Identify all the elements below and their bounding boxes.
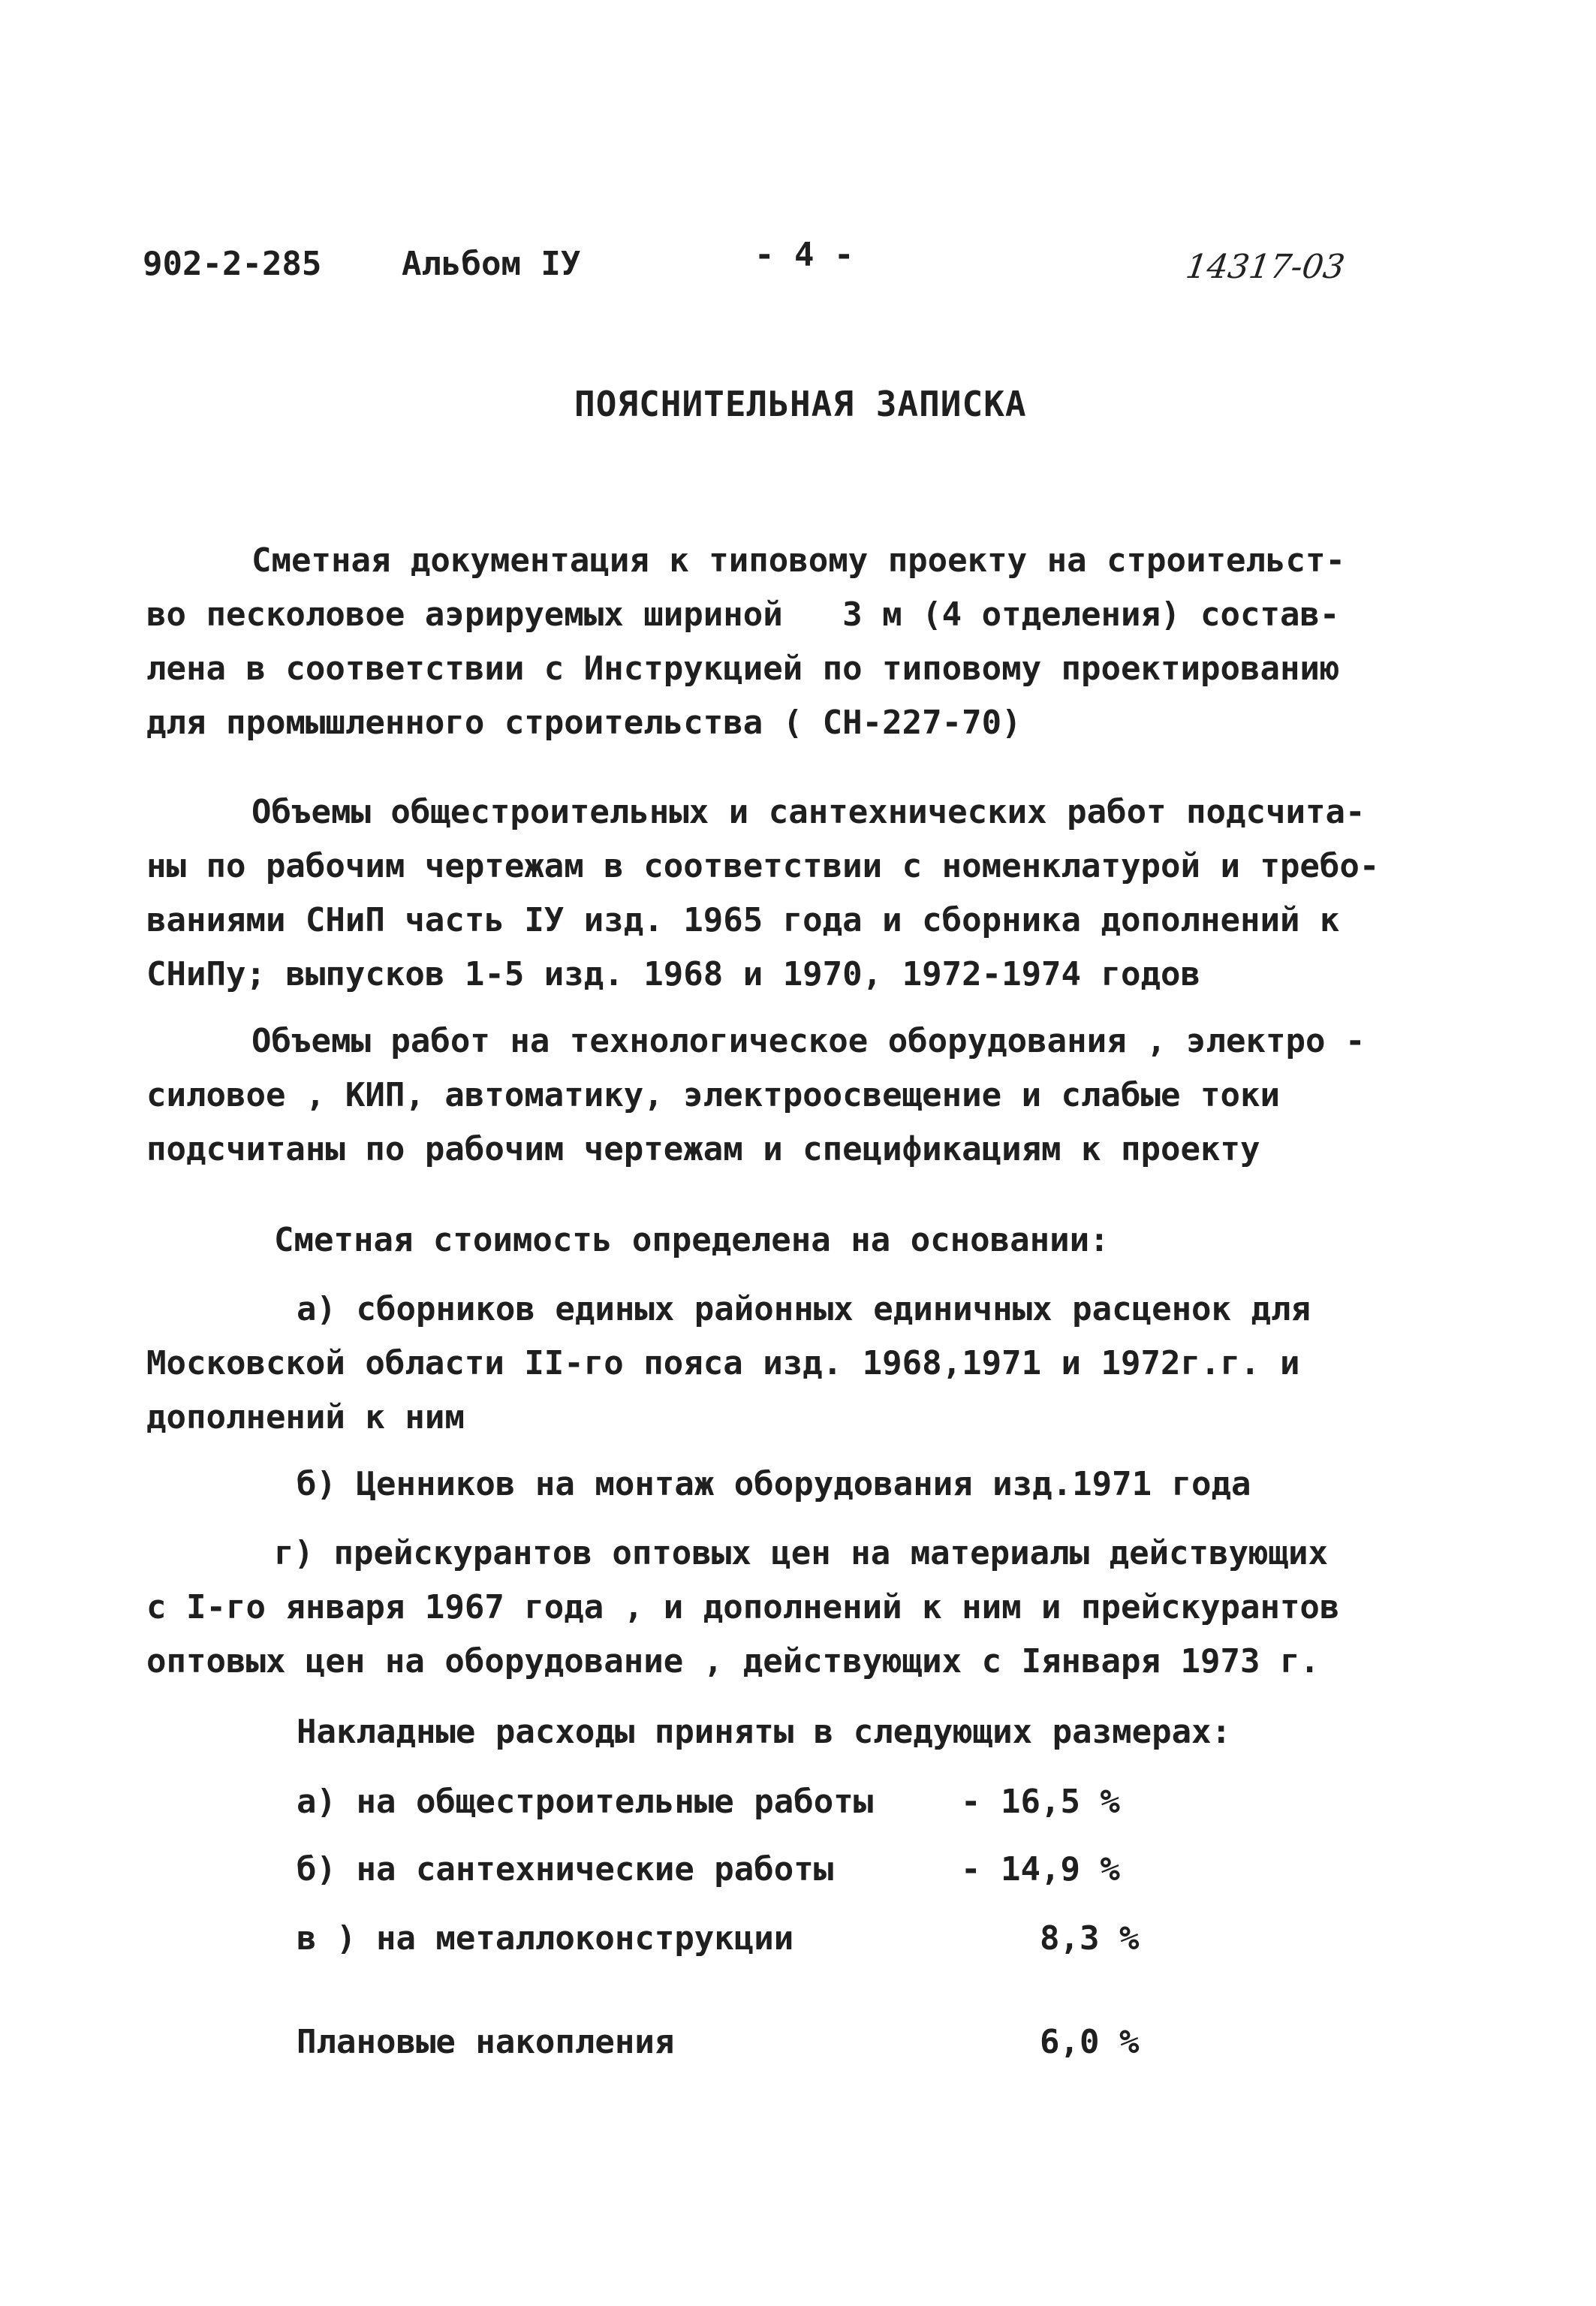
paragraph-3-line-1: Объемы работ на технологическое оборудования , электро - [251,1022,1366,1060]
header-album: Альбом IУ [402,245,581,283]
basis-a-line-1: а) сборников единых районных единичных расценок для [297,1290,1311,1328]
overhead-row-v-label: в ) на металлоконструкции [297,1919,794,1958]
overhead-row-a-value: - 16,5 % [961,1783,1120,1821]
basis-g-line-3: оптовых цен на оборудование , действующих с Iянваря 1973 г. [146,1642,1320,1681]
planned-savings-label: Плановые накопления [297,2023,675,2061]
paragraph-3-line-2: силовое , КИП, автоматику, электроосвещение и слабые токи [146,1076,1280,1114]
basis-a-line-2: Московской области II-го пояса изд. 1968,1971 и 1972г.г. и [146,1344,1300,1382]
planned-savings-value: 6,0 % [1040,2023,1140,2061]
paragraph-3-line-3: подсчитаны по рабочим чертежам и спецификациям к проекту [146,1130,1260,1168]
overhead-heading: Накладные расходы приняты в следующих размерах: [297,1713,1232,1751]
paragraph-1-line-2: во песколовое аэрируемых шириной 3 м (4 отделения) состав- [146,595,1340,634]
overhead-row-b-value: - 14,9 % [961,1850,1120,1889]
inventory-number: 14317-03 [1183,248,1348,286]
basis-heading: Сметная стоимость определена на основании: [274,1221,1110,1259]
page-number: - 4 - [754,236,854,274]
overhead-row-v-value: 8,3 % [1040,1919,1140,1958]
basis-b: б) Ценников на монтаж оборудования изд.1971 года [297,1465,1251,1503]
overhead-row-b-label: б) на сантехнические работы [297,1850,834,1889]
page-title: ПОЯСНИТЕЛЬНАЯ ЗАПИСКА [574,384,1027,424]
header-code: 902-2-285 [143,245,322,283]
basis-a-line-3: дополнений к ним [146,1398,465,1436]
paragraph-2-line-1: Объемы общестроительных и сантехнических работ подсчита- [251,793,1366,831]
basis-g-line-1: г) прейскурантов оптовых цен на материалы действующих [274,1534,1328,1572]
basis-g-line-2: с I-го января 1967 года , и дополнений к ним и прейскурантов [146,1588,1340,1626]
paragraph-1-line-4: для промышленного строительства ( СН-227-70) [146,704,1022,742]
paragraph-2-line-4: СНиПу; выпусков 1-5 изд. 1968 и 1970, 1972-1974 годов [146,955,1200,993]
paragraph-1-line-3: лена в соответствии с Инструкцией по типовому проектированию [146,650,1340,688]
paragraph-1-line-1: Сметная документация к типовому проекту на строительст- [251,541,1345,580]
paragraph-2-line-2: ны по рабочим чертежам в соответствии с номенклатурой и требо- [146,847,1380,885]
paragraph-2-line-3: ваниями СНиП часть IУ изд. 1965 года и сборника дополнений к [146,901,1340,939]
overhead-row-a-label: а) на общестроительные работы [297,1783,874,1821]
